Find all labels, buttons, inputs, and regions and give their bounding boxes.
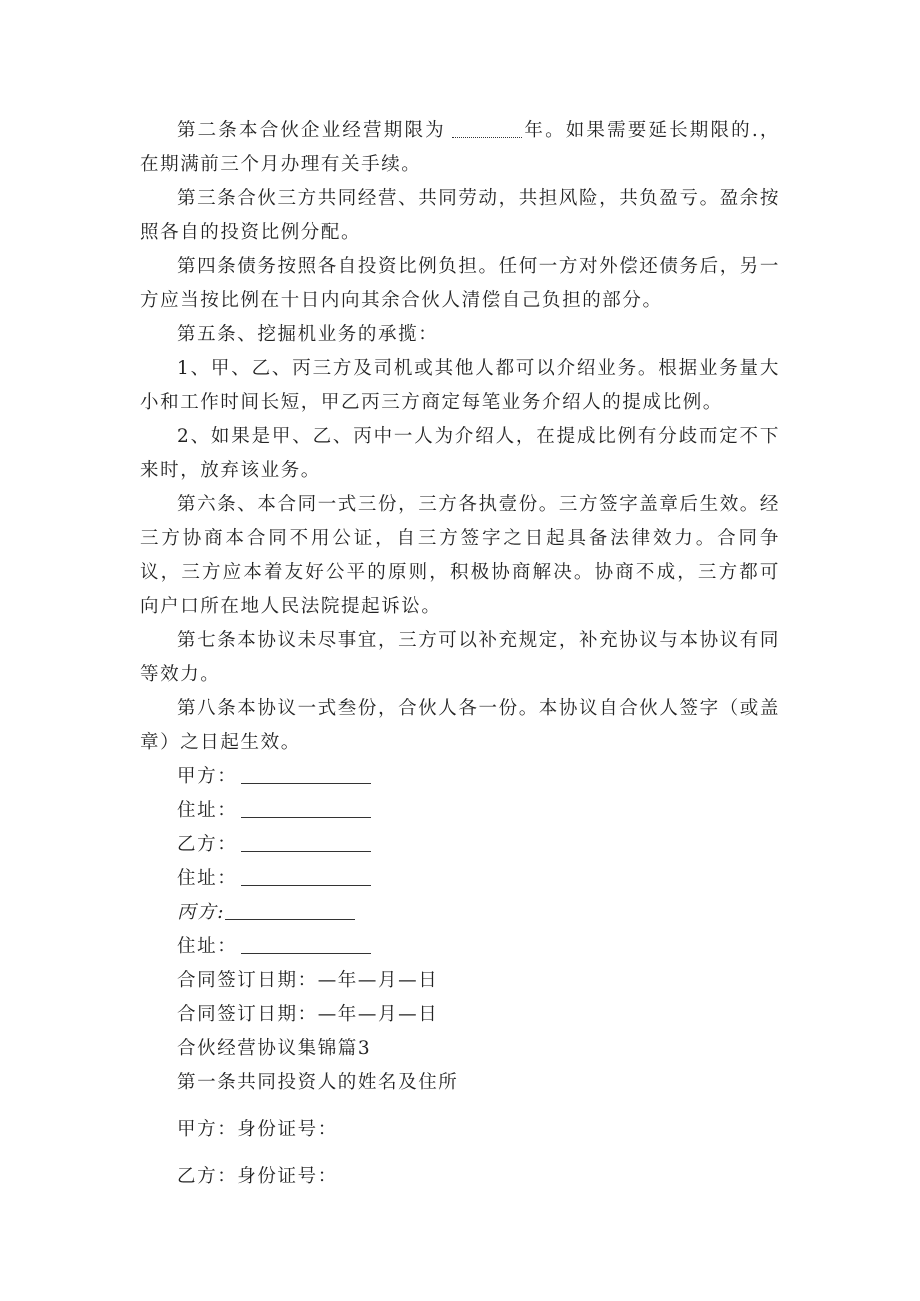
- section-title: 合伙经营协议集锦篇3: [177, 1038, 372, 1059]
- article-2: [140, 114, 780, 182]
- party-a-id-line: 甲方：身份证号：: [177, 1119, 338, 1140]
- address-c-label: 住址：: [177, 936, 238, 957]
- party-b-line: [177, 828, 371, 862]
- address-a-label: 住址：: [177, 800, 238, 821]
- address-b-blank[interactable]: [241, 865, 371, 886]
- party-a-line: [177, 760, 371, 794]
- address-c-blank[interactable]: [241, 933, 371, 954]
- article-8: 第八条本协议一式叁份，合伙人各一份。本协议自合伙人签字（或盖章）之日起生效。: [140, 698, 781, 753]
- address-c-line: [177, 930, 371, 964]
- term-years-blank[interactable]: [452, 117, 522, 138]
- sign-date-2: 合同签订日期：—年—月—日: [177, 1004, 439, 1025]
- sign-date-1: 合同签订日期：—年—月—日: [177, 970, 439, 991]
- article-3: 第三条合伙三方共同经营、共同劳动，共担风险，共负盈亏。盈余按照各自的投资比例分配。: [140, 188, 781, 243]
- address-b-line: [177, 862, 371, 896]
- article-7: 第七条本协议未尽事宜，三方可以补充规定，补充协议与本协议有同等效力。: [140, 630, 781, 685]
- address-a-line: [177, 794, 371, 828]
- party-c-label: 丙方:: [177, 902, 226, 923]
- article-5: 第五条、挖掘机业务的承揽：: [177, 324, 439, 345]
- party-a-signature-blank[interactable]: [241, 763, 371, 784]
- party-c-signature-blank[interactable]: [225, 899, 355, 920]
- party-b-signature-blank[interactable]: [241, 831, 371, 852]
- party-c-line: [177, 896, 355, 930]
- article-5-item-2: 2、如果是甲、乙、丙中一人为介绍人，在提成比例有分歧而定不下来时，放弃该业务。: [140, 426, 780, 481]
- article-6: 第六条、本合同一式三份，三方各执壹份。三方签字盖章后生效。经三方协商本合同不用公证，自三方签字之日起具备法律效力。合同争议，三方应本着友好公平的原则，积极协商解决。协商不成，三方都可向户口所在地人民法院提起诉讼。: [140, 494, 781, 617]
- party-b-label: 乙方：: [177, 834, 238, 855]
- party-a-label: 甲方：: [177, 766, 238, 787]
- article-2-text-after: 年。如果需要延长期限的.，在期满前三个月办理有关手续。: [140, 120, 780, 175]
- section-article-1: 第一条共同投资人的姓名及住所: [177, 1072, 459, 1093]
- address-a-blank[interactable]: [241, 797, 371, 818]
- article-4: 第四条债务按照各自投资比例负担。任何一方对外偿还债务后，另一方应当按比例在十日内向其余合伙人清偿自己负担的部分。: [140, 256, 781, 311]
- article-2-text-before: 第二条本合伙企业经营期限为: [177, 120, 446, 141]
- article-5-item-1: 1、甲、乙、丙三方及司机或其他人都可以介绍业务。根据业务量大小和工作时间长短，甲乙丙三方商定每笔业务介绍人的提成比例。: [140, 358, 780, 413]
- party-b-id-line: 乙方：身份证号：: [177, 1166, 338, 1187]
- address-b-label: 住址：: [177, 868, 238, 889]
